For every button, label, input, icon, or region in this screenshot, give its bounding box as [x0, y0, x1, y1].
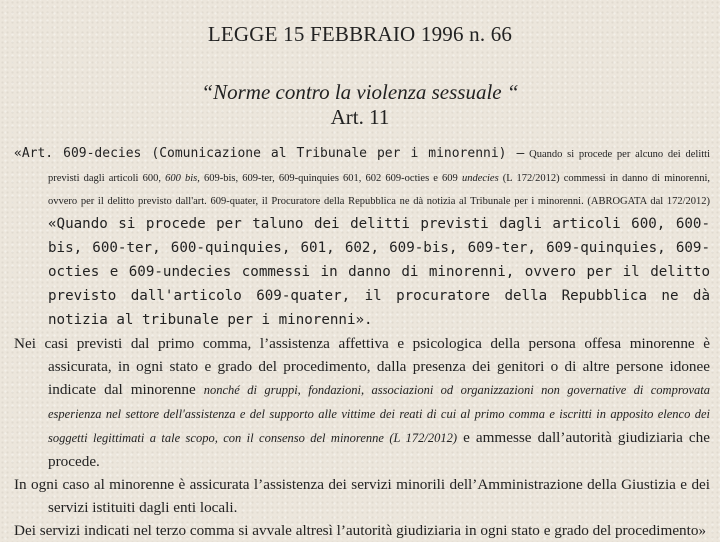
note-part-a: Quando si procede per alcuno dei delitti previsti dagli articoli 600, — [48, 149, 710, 184]
p2-italic-insert: nonché di gruppi, fondazioni, associazioni od organizzazioni non governative di comprovata esperienza nel settore dell'assistenza e del supporto alle vittime dei reati di cui al primo comma e iscritti in apposito elenco dei soggetti legittimati a tale scopo, con il consenso del minorenne (L 172/2012) — [48, 383, 710, 445]
law-subtitle — [0, 80, 720, 130]
note-part-b: 600 bis — [165, 173, 198, 184]
note-part-e: (L 172/2012) commessi in danno di minorenni, ovvero per il delitto previsto dall'art. 609-quater, il Procuratore della Repubblica ne dà notizia al Tribunale per i minorenni. (ABROGATA dal 172/2012) — [48, 173, 710, 207]
article-heading: Art. 11 — [330, 105, 390, 129]
paragraph-4: Dei servizi indicati nel terzo comma si avvale altresì l’autorità giudiziaria in ogni stato e grado del procedimento» — [14, 522, 707, 539]
paragraph-3: In ogni caso al minorenne è assicurata l’assistenza dei servizi minorili dell’Amministrazione della Giustizia e dei servizi istituiti dagli enti locali. — [14, 476, 710, 516]
p2-tail-text: e ammesse dall’autorità giudiziaria che procede. — [48, 429, 710, 470]
page-title: LEGGE 15 FEBBRAIO 1996 n. 66 — [207, 22, 513, 46]
article-body — [14, 141, 710, 542]
law-name: “Norme contro la violenza sessuale “ — [201, 80, 519, 104]
article-rubric: «Art. 609-decies (Comunicazione al Tribunale per i minorenni) – — [14, 146, 525, 161]
note-part-d: undecies — [461, 173, 499, 184]
paragraph-1 — [14, 141, 710, 332]
p2-main-text: Nei casi previsti dal primo comma, l’assistenza affettiva e psicologica della persona offesa minorenne è assicurata, in ogni stato e grado del procedimento, dalla presenza dei genitori o di altre persone idonee indicate dal minorenne — [14, 335, 710, 398]
paragraph-2 — [14, 332, 710, 473]
note-part-c: , 609-bis, 609-ter, 609-quinquies 601, 602 609-octies e 609 — [197, 173, 462, 184]
new-text: «Quando si procede per taluno dei delitti previsti dagli articoli 600, 600-bis, 600-ter, 600-quinquies, 601, 602, 609-bis, 609-ter, 609-quinquies, 609-octies e 609-undecies commessi in danno di minorenni, ovvero per il delitto previsto dall'articolo 609-quater, il procuratore della Repubblica ne dà notizia al tribunale per i minorenni». — [48, 216, 710, 328]
